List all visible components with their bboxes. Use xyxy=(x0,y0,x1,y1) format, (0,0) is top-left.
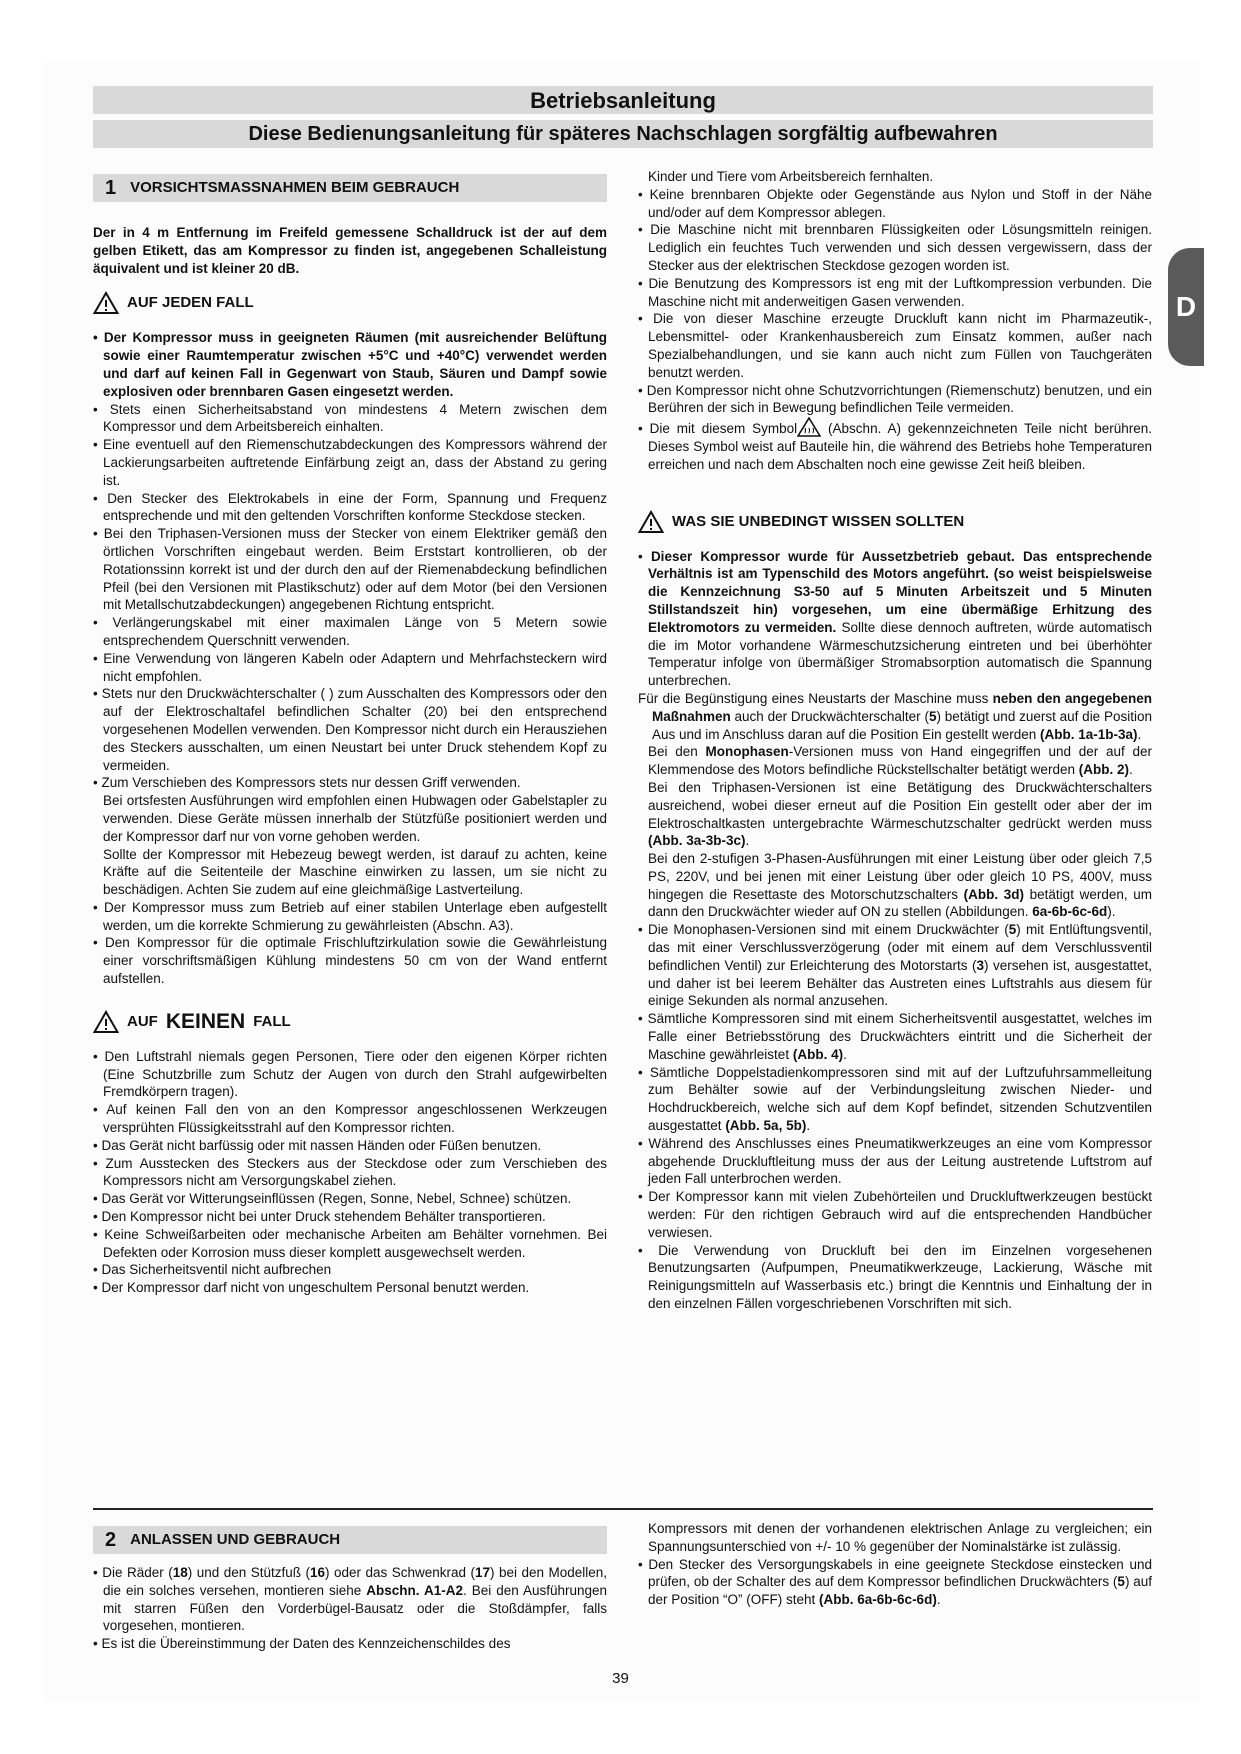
list-item: • Die Benutzung des Kompressors ist eng mit der Luftkompression verbunden. Die Maschine nicht mit anderweitigen Gasen verwenden. xyxy=(638,275,1152,311)
page-title: Betriebsanleitung xyxy=(93,86,1153,114)
list-item: • Verlängerungskabel mit einer maximalen Länge von 5 Metern sowie entsprechendem Querschnitt verwenden. xyxy=(93,614,607,650)
auf-keinen-fall-keinen: KEINEN xyxy=(165,1009,246,1033)
list-item: • Das Gerät vor Witterungseinflüssen (Regen, Sonne, Nebel, Schnee) schützen. xyxy=(93,1190,607,1208)
list-item: • Den Kompressor nicht ohne Schutzvorrichtungen (Riemenschutz) benutzen, und ein Berühren der sich in Bewegung befindlichen Teile vermeiden. xyxy=(638,382,1152,418)
list-item: • Das Gerät nicht barfüssig oder mit nassen Händen oder Füßen benutzen. xyxy=(93,1137,607,1155)
was-sie-wissen-heading xyxy=(638,510,1152,534)
text-run: ) und den Stützfuß ( xyxy=(187,1565,310,1580)
section-1-header xyxy=(93,174,607,202)
paragraph: Bei den 2-stufigen 3-Phasen-Ausführungen mit einer Leistung über oder gleich 7,5 PS, 220V, und bei jenen mit einer Leistung über oder gleich 10 PS, 400V, muss hingegen die Resettaste des Motorschutzschalters (Abb. 3d) betätigt werden, um dann den Druckwächter wieder auf ON zu stellen (Abbildungen. 6a-6b-6c-6d). xyxy=(648,851,1152,920)
paragraph: Bei den Monophasen-Versionen muss von Hand eingegriffen und der auf der Klemmendose des Motors befindliche Rückstellschalter betätigt werden (Abb. 2). xyxy=(648,744,1152,778)
list-item xyxy=(93,1564,607,1635)
list-item xyxy=(638,417,1152,473)
list-item: • Die Maschine nicht mit brennbaren Flüssigkeiten oder Lösungsmitteln reinigen. Lediglich ein feuchtes Tuch verwenden und sich dessen vergewissern, dass der Stecker aus der elektrischen Steckdose gezogen worden ist. xyxy=(638,221,1152,274)
list-item: • Den Kompressor für die optimale Frischluftzirkulation sowie die Gewährleistung einer vorschriftsmäßigen Kühlung mindestens 50 cm von der Wand entfernt aufstellen. xyxy=(93,934,607,987)
auf-keinen-fall-heading xyxy=(93,1010,607,1034)
text-run: auch der Druckwächterschalter ( xyxy=(730,708,929,724)
symbol-item-part-b: (Abschn. A) gekennzeichneten Teile nicht berühren. Dieses Symbol weist auf Bauteile hin, die während des Betriebs hohe Temperaturen erreichen und nach dem Abschalten noch eine gewisse Zeit heiß bleiben. xyxy=(648,421,1152,472)
list-item: • Der Kompressor muss zum Betrieb auf einer stabilen Unterlage eben aufgestellt werden, um die korrekte Schmierung zu gewährleisten (Abschn. A3). xyxy=(93,899,607,935)
text-run: ) betätigt und zuerst auf die Position Aus und im Anschluss daran auf die Position Ein gestellt werden xyxy=(652,708,1152,742)
list-item: • Zum Verschieben des Kompressors stets nur dessen Griff verwenden. xyxy=(93,774,607,792)
was-sie-wissen-content xyxy=(638,548,1152,1313)
list-item: • Eine Verwendung von längeren Kabeln oder Adaptern und Mehrfachsteckern wird nicht empfohlen. xyxy=(93,650,607,686)
was-sie-wissen-text: WAS SIE UNBEDINGT WISSEN SOLLTEN xyxy=(672,512,965,530)
left-column-section-2 xyxy=(93,1564,607,1653)
text-run: (Abb. 1a-1b-3a) xyxy=(1039,726,1138,742)
auf-jeden-fall-text: AUF JEDEN FALL xyxy=(127,294,254,312)
text-run: 18 xyxy=(172,1565,188,1580)
paragraph: Für die Begünstigung eines Neustarts der Maschine muss neben den angegebenen Maßnahmen auch der Druckwächterschalter (5) betätigt und zuerst auf die Position Aus und im Anschluss daran auf die Position Ein gestellt werden (Abb. 1a-1b-3a). xyxy=(638,690,1152,742)
language-tab-letter: D xyxy=(1175,291,1197,322)
warning-triangle-icon xyxy=(93,291,119,315)
text-run: Bei den Triphasen-Versionen ist eine Betätigung des Druckwächterschalters ausreichend, wobei dieser erneut auf die Position Ein gestellt oder aber der im Elektroschaltkasten untergebrachte Wärmeschutzschalter gedrückt werden muss xyxy=(648,779,1152,831)
text-run: 5 xyxy=(1117,1574,1125,1590)
list-item: • Sämtliche Doppelstadienkompressoren sind mit auf der Luftzufuhrsammelleitung zum Behälter sowie auf der Verbindungsleitung zwischen Nieder- und Hochdruckbereich, welche sich auf dem Kopf befindet, sitzenden Schutzventilen ausgestattet (Abb. 5a, 5b). xyxy=(638,1064,1152,1135)
text-run: Bei den 2-stufigen 3-Phasen-Ausführungen mit einer Leistung über oder gleich 7,5 PS, 220V, und bei jenen mit einer Leistung über oder gleich 10 PS, 400V, muss hingegen die Resettaste des Motorschutzschalters xyxy=(648,851,1152,902)
text-run: Sämtliche Doppelstadienkompressoren sind mit auf der Luftzufuhrsammelleitung zum Behälter sowie auf der Verbindungsleitung zwischen Nieder- und Hochdruckbereich, welche sich auf dem Kopf befindet, sitzenden Schutzventilen ausgestattet xyxy=(648,1064,1152,1134)
text-run: Für die Begünstigung eines Neustarts der Maschine muss xyxy=(638,690,993,706)
text-run: (Abb. 6a-6b-6c-6d) xyxy=(819,1592,937,1608)
list-item: • Der Kompressor darf nicht von ungeschultem Personal benutzt werden. xyxy=(93,1279,607,1297)
list-item xyxy=(638,921,1152,1010)
text-run: -Versionen muss von Hand eingegriffen und der auf der Klemmendose des Motors befindliche Rückstellschalter betätigt werden xyxy=(648,744,1152,778)
list-item: • Bei den Triphasen-Versionen muss der Stecker von einem Elektriker gemäß den örtlichen Vorschriften eingebaut werden. Beim Erststart kontrollieren, ob der Rotationssinn korrekt ist und der durch den auf der Riemenabdeckung befindlichen Pfeil (bei den Versionen mit Plastikschutz) oder auf dem Motor (bei den Versionen mit Metallschutzabdeckungen) angegebenen Richtung entspricht. xyxy=(93,525,607,614)
warning-triangle-icon xyxy=(638,510,664,534)
list-item: • Auf keinen Fall den von an den Kompressor angeschlossenen Werkzeugen versprühten Flüssigkeitsstrahl auf den Kompressor richten. xyxy=(93,1101,607,1137)
list-item: • Den Luftstrahl niemals gegen Personen, Tiere oder den eigenen Körper richten (Eine Schutzbrille zum Schutz der Augen von durch den Strahl aufgewirbelten Fremdkörpern tragen). xyxy=(93,1048,607,1101)
text-run: ) bei den Modellen, die ein solches versehen, montieren siehe xyxy=(103,1565,608,1598)
text-run: 3 xyxy=(976,957,984,973)
noise-intro: Der in 4 m Entfernung im Freifeld gemessene Schalldruck ist der auf dem gelben Etikett, das am Kompressor zu finden ist, angegebenen Schalleistung äquivalent und ist kleiner 20 dB. xyxy=(93,225,607,276)
list-item: • Stets nur den Druckwächterschalter ( ) zum Ausschalten des Kompressors oder den auf der Elektroschaltafel befindlichen Schalter (20) bei den entsprechend vorgesehenen Modellen verwenden. Den Kompressor nicht durch ein Herausziehen des Steckers ausschalten, um einen Neustart bei unter Druck stehendem Kopf zu vermeiden. xyxy=(93,685,607,774)
symbol-item-part-a: Die mit diesem Symbol xyxy=(649,421,798,437)
list-item: • Es ist die Übereinstimmung der Daten des Kennzeichenschildes des xyxy=(93,1635,607,1653)
text-run: ) versehen ist, ausgestattet, und daher ist bei leerem Behälter das Austreten eines Luftstrahls aus diesem für einige Sekunden als normal anzusehen. xyxy=(648,957,1152,1009)
text-run: Bei den xyxy=(648,744,706,760)
right-column-section-2 xyxy=(638,1520,1152,1609)
text-run: Monophasen xyxy=(705,744,789,760)
page-subtitle: Diese Bedienungsanleitung für späteres Nachschlagen sorgfältig aufbewahren xyxy=(93,120,1153,148)
text-run: (Abb. 4) xyxy=(792,1046,844,1062)
text-run: 5 xyxy=(1008,922,1017,938)
paragraph: Sollte der Kompressor mit Hebezeug bewegt werden, ist darauf zu achten, keine Kräfte auf die Seitenteile der Maschine einwirken zu lassen, um sie nicht zu beschädigen. Achten Sie zudem auf eine gleichmäßige Lastverteilung. xyxy=(103,846,607,898)
section-1-title: VORSICHTSMASSNAHMEN BEIM GEBRAUCH xyxy=(130,179,460,196)
text-run: betätigt werden, um dann den Druckwächter wieder auf ON zu stellen (Abbildungen. xyxy=(648,886,1152,920)
text-run: Sämtliche Kompressoren sind mit einem Sicherheitsventil ausgestattet, welches im Falle einer Betriebsstörung des Druckwächters eintritt und die Sicherheit der Maschine gewährleistet xyxy=(647,1011,1152,1062)
list-item xyxy=(638,548,1152,690)
paragraph: Bei ortsfesten Ausführungen wird empfohlen einen Hubwagen oder Gabelstapler zu verwenden. Diese Geräte müssen innerhalb der Stützfüße positioniert werden und der Kompressor darf nur von vorne gehoben werden. xyxy=(103,793,607,844)
text-run: Die Räder ( xyxy=(102,1565,173,1580)
list-item: • Die von dieser Maschine erzeugte Druckluft kann nicht im Pharmazeutik-, Lebensmittel- oder Krankenhausbereich zum Einsatz kommen, außer nach Spezialbehandlungen, und sie kann auch nicht zum Füllen von Tauchgeräten benutzt werden. xyxy=(638,310,1152,381)
list-item: • Sämtliche Kompressoren sind mit einem Sicherheitsventil ausgestattet, welches im Falle einer Betriebsstörung des Druckwächters eintritt und die Sicherheit der Maschine gewährleistet (Abb. 4). xyxy=(638,1010,1152,1063)
text-run: ) mit Entlüftungsventil, das mit einer Verschlussverzögerung (oder mit einem auf dem Verschlussventil befindlichen Ventil) zur Erleichterung des Motorstarts ( xyxy=(648,922,1152,973)
text-run: 16 xyxy=(309,1565,325,1580)
section-divider xyxy=(93,1508,1153,1510)
list-item: • Zum Ausstecken des Steckers aus der Steckdose oder zum Verschieben des Kompressors nicht am Versorgungskabel ziehen. xyxy=(93,1155,607,1191)
auf-keinen-fall-list xyxy=(93,1048,607,1297)
language-tab xyxy=(1168,248,1204,366)
paragraph: Kompressors mit denen der vorhandenen elektrischen Anlage zu vergleichen; ein Spannungsunterschied von +/- 10 % gegenüber der Nominalstärke ist zulässig. xyxy=(648,1521,1152,1554)
auf-keinen-fall-prefix: AUF xyxy=(127,1012,158,1030)
text-run: (Abb. 2) xyxy=(1078,762,1129,778)
text-run: . Bei den Ausführungen mit starren Füßen den Vorderbügel-Bausatz oder die Stoßdämpfer, falls vorgesehen, montieren. xyxy=(103,1582,608,1634)
text-run: ) auf der Position “O” (OFF) steht xyxy=(648,1574,1152,1608)
text-run: (Abb. 5a, 5b) xyxy=(725,1118,807,1134)
text-run: Den Stecker des Versorgungskabels in eine geeignete Steckdose einstecken und prüfen, ob der Schalter des auf dem Kompressor befindlichen Druckwächters ( xyxy=(648,1556,1152,1590)
text-run: Die Monophasen-Versionen sind mit einem Druckwächter ( xyxy=(647,922,1009,938)
list-item: • Keine Schweißarbeiten oder mechanische Arbeiten am Behälter vornehmen. Bei Defekten oder Korrosion muss dieser komplett ausgewechselt werden. xyxy=(93,1226,607,1262)
list-item: • Den Stecker des Versorgungskabels in eine geeignete Steckdose einstecken und prüfen, ob der Schalter des auf dem Kompressor befindlichen Druckwächters (5) auf der Position “O” (OFF) steht (Abb. 6a-6b-6c-6d). xyxy=(638,1556,1152,1609)
paragraph: Kinder und Tiere vom Arbeitsbereich fernhalten. xyxy=(648,169,934,184)
page-number: 39 xyxy=(612,1670,629,1687)
intermittent-normal: Sollte diese dennoch auftreten, würde automatisch die im Motor vorhandene Wärmeschutzsicherung eintreten und bei überhöhter Temperatur infolge von übermäßiger Stromabsorption automatisch die Spannung unterbrechen. xyxy=(648,619,1152,689)
text-run: neben den angegebenen Maßnahmen xyxy=(652,690,1152,724)
section-1-number: 1 xyxy=(105,177,117,199)
text-run: 5 xyxy=(928,708,937,724)
list-item: • Der Kompressor kann mit vielen Zubehörteilen und Druckluftwerkzeugen bestückt werden: Für den richtigen Gebrauch wird auf die entsprechenden Handbücher verwiesen. xyxy=(638,1188,1152,1241)
list-item: • Der Kompressor muss in geeigneten Räumen (mit ausreichender Belüftung sowie einer Raumtemperatur zwischen +5°C und +40°C) verwendet werden und darf auf keinen Fall in Gegenwart von Staub, Säuren und Dampf sowie explosiven oder brennbaren Gasen eingesetzt werden. xyxy=(93,329,607,400)
text-run: 17 xyxy=(474,1565,490,1580)
section-2-number: 2 xyxy=(105,1529,117,1551)
list-item: • Den Stecker des Elektrokabels in eine der Form, Spannung und Frequenz entsprechende und mit den geltenden Vorschriften konforme Steckdose stecken. xyxy=(93,490,607,526)
text-run: (Abb. 3a-3b-3c) xyxy=(648,833,746,849)
section-2-header xyxy=(93,1526,607,1554)
hot-surface-warning-icon xyxy=(797,417,821,437)
intermittent-bold: Dieser Kompressor wurde für Aussetzbetrieb gebaut. Das entsprechende Verhältnis ist am Typenschild des Motors angeführt. (so weist beispielsweise die Kennzeichnung S3-50 auf 5 Minuten Arbeitszeit und 5 Minuten Stillstandszeit hin) vorgesehen, um eine übermäßige Erhitzung des Elektromotors zu vermeiden. xyxy=(648,548,1152,635)
right-column-section-1 xyxy=(638,168,1152,1313)
list-item: • Während des Anschlusses eines Pneumatikwerkzeuges an eine vom Kompressor abgehende Druckluftleitung muss der aus der Leitung austretende Luftstrom auf jeden Fall unterbrochen werden. xyxy=(638,1135,1152,1188)
list-item: • Den Kompressor nicht bei unter Druck stehendem Behälter transportieren. xyxy=(93,1208,607,1226)
auf-jeden-fall-heading xyxy=(93,291,607,315)
auf-jeden-fall-list xyxy=(93,329,607,987)
warning-triangle-icon xyxy=(93,1010,119,1034)
list-item: • Die Verwendung von Druckluft bei den im Einzelnen vorgesehenen Benutzungsarten (Aufpumpen, Pneumatikwerkzeuge, Lackierung, Wäsche mit Reinigungsmitteln auf Wasserbasis etc.) bringt die Kenntnis und Einhaltung der in den einzelnen Fällen vorgeschriebenen Vorschriften mit sich. xyxy=(638,1242,1152,1313)
text-run: 6a-6b-6c-6d xyxy=(1032,904,1108,920)
section-2-title: ANLASSEN UND GEBRAUCH xyxy=(130,1531,341,1548)
text-run: ) oder das Schwenkrad ( xyxy=(324,1565,475,1580)
list-item: • Keine brennbaren Objekte oder Gegenstände aus Nylon und Stoff in der Nähe und/oder auf dem Kompressor ablegen. xyxy=(638,186,1152,222)
text-run: Abschn. A1-A2 xyxy=(366,1582,463,1598)
auf-keinen-fall-suffix: FALL xyxy=(253,1012,291,1030)
list-item: • Das Sicherheitsventil nicht aufbrechen xyxy=(93,1261,607,1279)
left-column-section-1 xyxy=(93,224,607,1297)
list-item: • Stets einen Sicherheitsabstand von mindestens 4 Metern zwischen dem Kompressor und dem Arbeitsbereich einhalten. xyxy=(93,401,607,437)
text-run: (Abb. 3d) xyxy=(963,886,1025,902)
paragraph: Bei den Triphasen-Versionen ist eine Betätigung des Druckwächterschalters ausreichend, wobei dieser erneut auf die Position Ein gestellt oder aber der im Elektroschaltkasten untergebrachte Wärmeschutzschalter gedrückt werden muss (Abb. 3a-3b-3c). xyxy=(648,779,1152,849)
list-item: • Eine eventuell auf den Riemenschutzabdeckungen des Kompressors während der Lackierungsarbeiten auftretende Einfärbung zeigt an, dass der Abstand zu gering ist. xyxy=(93,436,607,489)
